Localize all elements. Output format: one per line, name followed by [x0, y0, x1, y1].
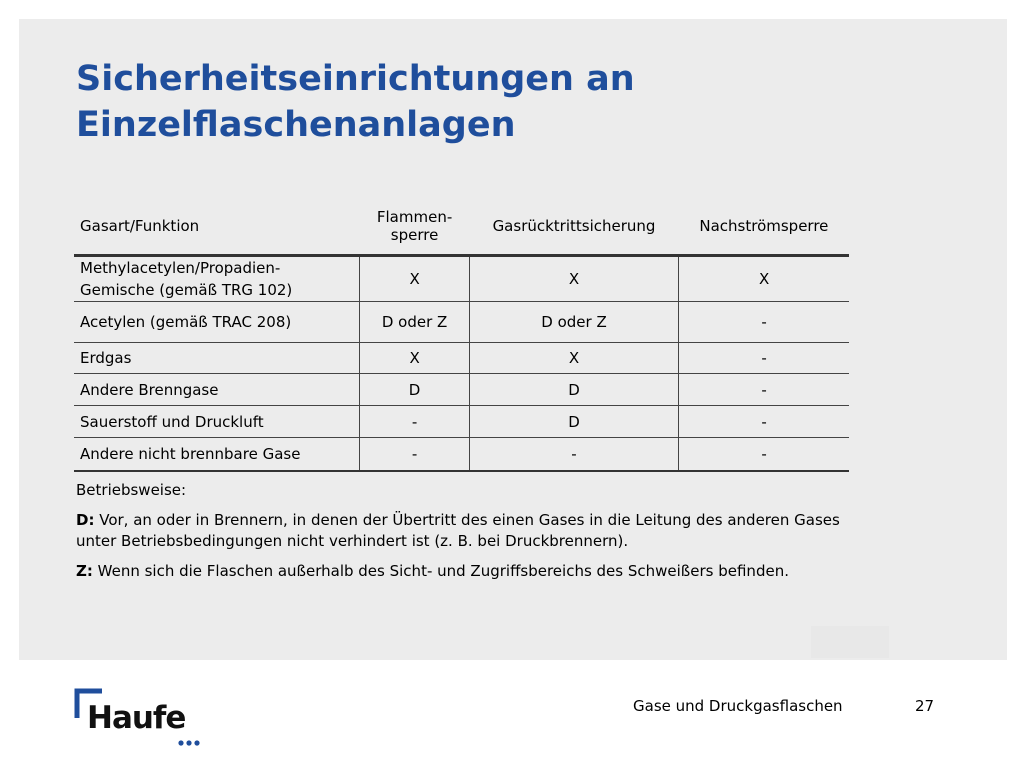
gas-line-2: Gemische (gemäß TRG 102): [80, 281, 293, 299]
table-row: [74, 406, 849, 438]
table-row: [74, 256, 849, 302]
cell-gasrueck: D: [469, 406, 679, 438]
page-number: 27: [915, 697, 935, 715]
logo-dot: [178, 740, 183, 745]
header-flammensperre: [360, 198, 469, 256]
logo-wordmark: Haufe: [87, 700, 186, 736]
cell-gas: Sauerstoff und Druckluft: [74, 406, 360, 438]
header-nachstroem: Nachströmsperre: [679, 198, 849, 256]
header-flammen-line-2: sperre: [390, 226, 439, 244]
slide-title: [76, 56, 956, 148]
safety-table: [74, 198, 849, 472]
logo-dot: [186, 740, 191, 745]
header-flammen-line-1: Flammen-: [376, 208, 453, 226]
note-z: [76, 561, 876, 582]
table-row: [74, 302, 849, 343]
cell-flammen: D oder Z: [360, 302, 469, 343]
cell-flammen: X: [360, 256, 469, 302]
notes-block: [76, 480, 876, 591]
note-d: [76, 510, 876, 552]
note-z-text: Wenn sich die Flaschen außerhalb des Sicht- und Zugriffsbereichs des Schweißers befinden.: [92, 562, 789, 580]
cell-flammen: -: [360, 438, 469, 471]
logo-dot: [194, 740, 199, 745]
cell-gas: Erdgas: [74, 343, 360, 374]
cell-gasrueck: X: [469, 256, 679, 302]
notes-heading: Betriebsweise:: [76, 481, 187, 499]
table-header-row: [74, 198, 849, 256]
cell-gasrueck: D: [469, 374, 679, 406]
note-d-label: D:: [76, 511, 95, 529]
table-row: [74, 438, 849, 471]
cell-gasrueck: X: [469, 343, 679, 374]
cell-nachstroem: -: [679, 302, 849, 343]
cell-flammen: -: [360, 406, 469, 438]
cell-gas: Acetylen (gemäß TRAC 208): [74, 302, 360, 343]
cell-flammen: X: [360, 343, 469, 374]
header-gasart: Gasart/Funktion: [74, 198, 360, 256]
cell-gas: Andere nicht brennbare Gase: [74, 438, 360, 471]
cell-nachstroem: -: [679, 343, 849, 374]
table-row: [74, 374, 849, 406]
cell-nachstroem: X: [679, 256, 849, 302]
note-z-label: Z:: [76, 562, 93, 580]
cell-nachstroem: -: [679, 438, 849, 471]
cell-gasrueck: -: [469, 438, 679, 471]
cell-gasrueck: D oder Z: [469, 302, 679, 343]
title-line-1: Sicherheitseinrichtungen an: [76, 59, 635, 99]
header-gasruecktritt: Gasrücktrittsicherung: [469, 198, 679, 256]
footer-title: Gase und Druckgasflaschen: [633, 697, 843, 715]
table-row: [74, 343, 849, 374]
cell-nachstroem: -: [679, 406, 849, 438]
cell-gas: [74, 256, 360, 302]
title-line-2: Einzelflaschenanlagen: [76, 105, 516, 145]
cell-gas: Andere Brenngase: [74, 374, 360, 406]
gas-line-1: Methylacetylen/Propadien-: [80, 259, 281, 277]
note-d-text: Vor, an oder in Brennern, in denen der Übertritt des einen Gases in die Leitung des anderen Gases unter Betriebsbedingungen nicht verhindert ist (z. B. bei Druckbrennern).: [76, 511, 840, 550]
decorative-box: [811, 626, 889, 658]
cell-nachstroem: -: [679, 374, 849, 406]
cell-flammen: D: [360, 374, 469, 406]
